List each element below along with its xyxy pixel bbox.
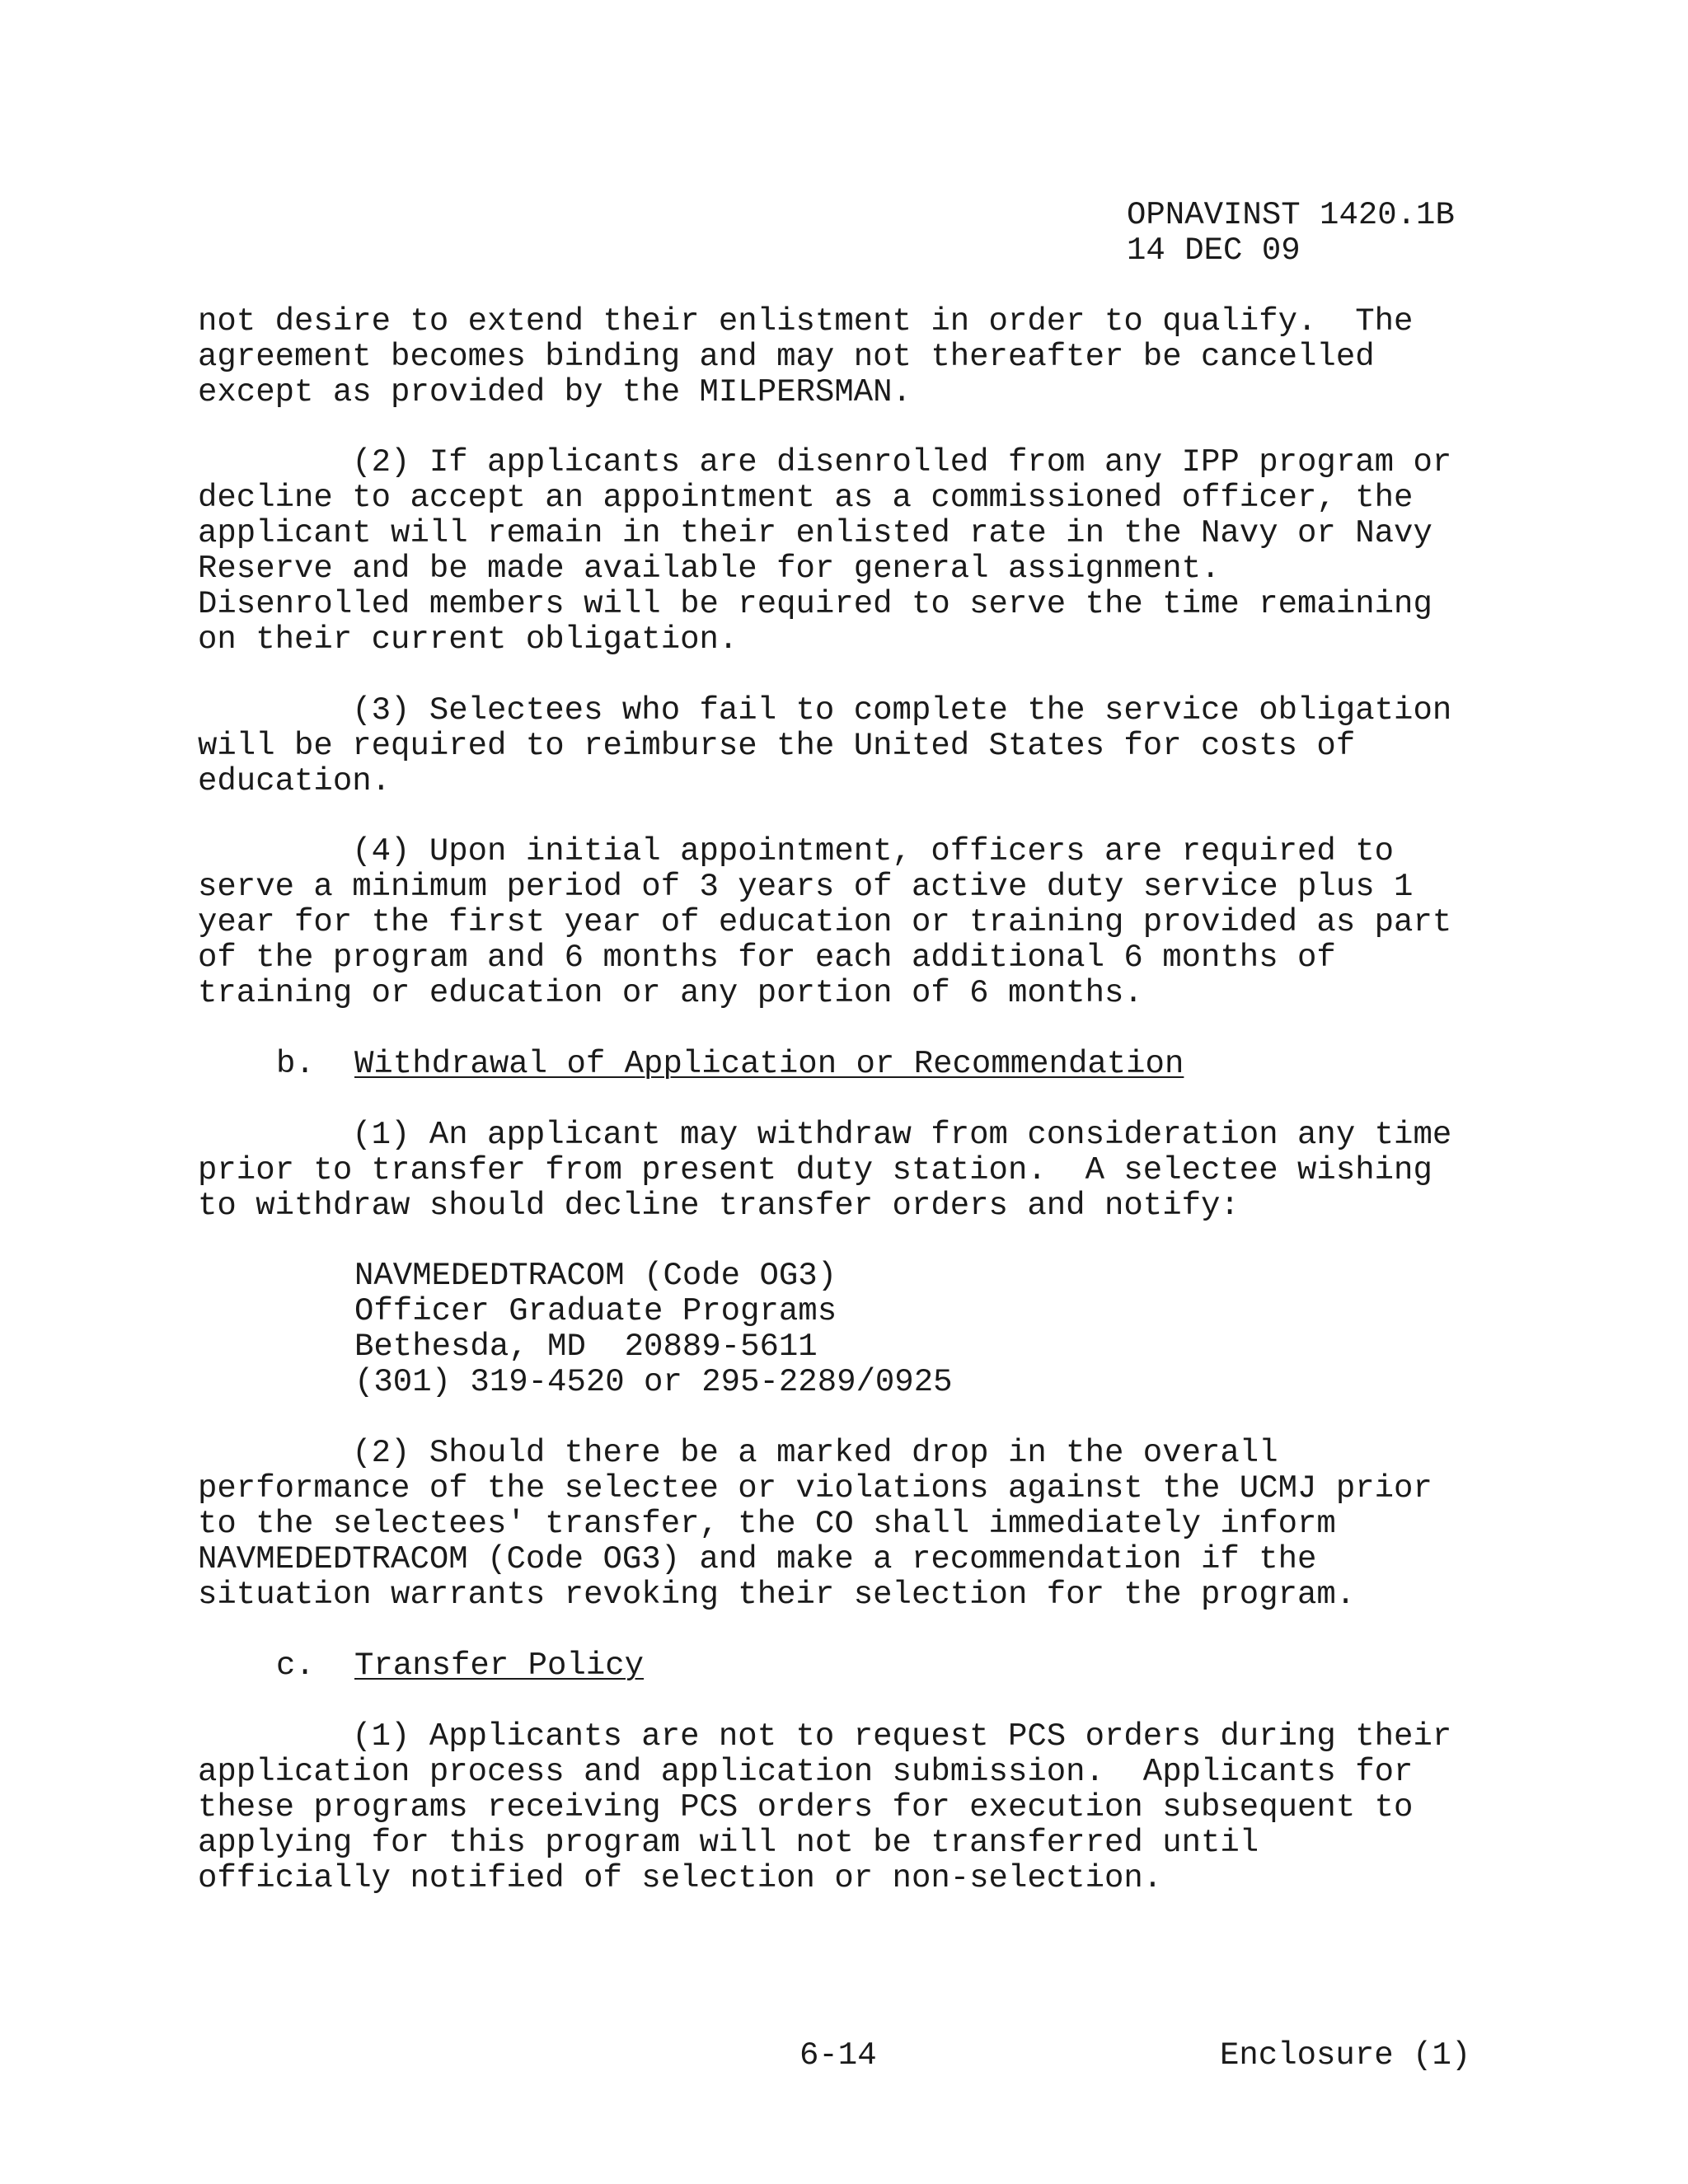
text-line: applying for this program will not be transferred until (198, 1825, 1259, 1861)
text-line: (3) Selectees who fail to complete the service obligation (198, 692, 1452, 729)
text-line: on their current obligation. (198, 621, 738, 658)
text-line: (2) If applicants are disenrolled from any IPP program or (198, 444, 1452, 480)
text-line: not desire to extend their enlistment in order to qualify. The (198, 303, 1414, 340)
section-label: b. (276, 1046, 315, 1082)
text-line: will be required to reimburse the United States for costs of (198, 728, 1356, 764)
text-line: applicant will remain in their enlisted rate in the Navy or Navy (198, 515, 1432, 551)
text-line: (1) An applicant may withdraw from consideration any time (198, 1117, 1452, 1153)
page-number: 6-14 (799, 2037, 877, 2074)
text-line: (4) Upon initial appointment, officers are required to (198, 833, 1395, 869)
text-line: Reserve and be made available for general assignment. (198, 551, 1221, 587)
text-line: application process and application submission. Applicants for (198, 1754, 1414, 1790)
text-line: situation warrants revoking their selection for the program. (198, 1577, 1356, 1613)
text-line: these programs receiving PCS orders for execution subsequent to (198, 1789, 1414, 1825)
text-line: to withdraw should decline transfer orders and notify: (198, 1188, 1240, 1224)
text-line: to the selectees' transfer, the CO shall immediately inform (198, 1506, 1336, 1542)
address-line: Officer Graduate Programs (354, 1293, 837, 1329)
text-line: NAVMEDEDTRACOM (Code OG3) and make a recommendation if the (198, 1541, 1317, 1577)
text-line: of the program and 6 months for each additional 6 months of (198, 940, 1336, 976)
text-line: education. (198, 763, 392, 799)
text-line: Disenrolled members will be required to serve the time remaining (198, 586, 1432, 622)
text-line: year for the first year of education or training provided as part (198, 904, 1452, 940)
text-line: agreement becomes binding and may not thereafter be cancelled (198, 339, 1375, 375)
text-line: prior to transfer from present duty station. A selectee wishing (198, 1152, 1432, 1188)
text-line: (1) Applicants are not to request PCS orders during their (198, 1718, 1452, 1755)
header-doc-id: OPNAVINST 1420.1B (1127, 197, 1455, 233)
header-date: 14 DEC 09 (1127, 232, 1301, 269)
address-line: (301) 319-4520 or 295-2289/0925 (354, 1364, 953, 1400)
text-line: officially notified of selection or non-selection. (198, 1860, 1163, 1896)
address-line: NAVMEDEDTRACOM (Code OG3) (354, 1258, 837, 1294)
enclosure-label: Enclosure (1) (1220, 2037, 1471, 2074)
section-title: Withdrawal of Application or Recommendation (354, 1046, 1184, 1082)
address-line: Bethesda, MD 20889-5611 (354, 1329, 818, 1365)
text-line: decline to accept an appointment as a commissioned officer, the (198, 480, 1414, 516)
section-title: Transfer Policy (354, 1647, 645, 1684)
text-line: training or education or any portion of 6 months. (198, 975, 1143, 1011)
text-line: (2) Should there be a marked drop in the overall (198, 1435, 1278, 1471)
text-line: except as provided by the MILPERSMAN. (198, 374, 912, 410)
text-line: serve a minimum period of 3 years of active duty service plus 1 (198, 869, 1414, 905)
section-label: c. (276, 1647, 315, 1684)
text-line: performance of the selectee or violations against the UCMJ prior (198, 1470, 1432, 1507)
